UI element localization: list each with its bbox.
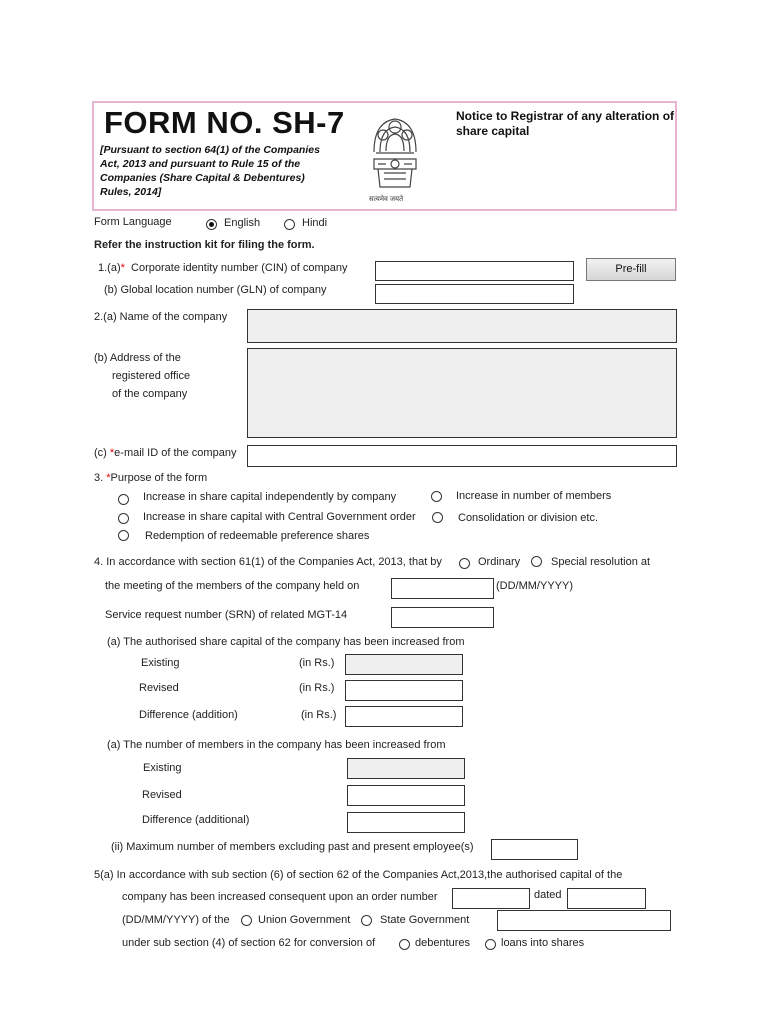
address-label-line3: of the company	[112, 388, 188, 400]
purpose-increase-members-label: Increase in number of members	[456, 490, 612, 502]
loans-into-shares-label: loans into shares	[501, 937, 585, 949]
purpose-consolidation-radio[interactable]	[432, 512, 443, 523]
members-title: (a) The number of members in the company has been increased from	[107, 739, 446, 751]
auth-difference-input[interactable]	[345, 706, 463, 727]
srn-input[interactable]	[391, 607, 494, 628]
cin-input[interactable]	[375, 261, 574, 281]
cin-label: 1.(a)* Corporate identity number (CIN) of company	[98, 262, 348, 274]
prefill-button[interactable]: Pre-fill	[586, 258, 676, 281]
union-government-label: Union Government	[258, 914, 351, 926]
auth-difference-unit: (in Rs.)	[301, 709, 337, 721]
purpose-govt-order-radio[interactable]	[118, 513, 129, 524]
company-name-label: 2.(a) Name of the company	[94, 311, 228, 323]
form-language-label: Form Language	[94, 216, 172, 228]
srn-label: Service request number (SRN) of related MGT-14	[105, 609, 348, 621]
gln-label: (b) Global location number (GLN) of company	[104, 284, 327, 296]
members-revised-label: Revised	[142, 789, 182, 801]
auth-difference-label: Difference (addition)	[139, 709, 238, 721]
members-existing-label: Existing	[143, 762, 182, 774]
form-header	[92, 101, 677, 211]
auth-existing-label: Existing	[141, 657, 180, 669]
auth-existing-input[interactable]	[345, 654, 463, 675]
members-difference-input[interactable]	[347, 812, 465, 833]
pursuant-text: [Pursuant to section 64(1) of the Companies Act, 2013 and pursuant to Rule 15 of the Companies (Share Capital & Debentures) Rules, 2014]	[100, 144, 320, 198]
purpose-consolidation-label: Consolidation or division etc.	[458, 512, 599, 524]
language-hindi-radio[interactable]	[284, 219, 295, 230]
language-english-radio[interactable]	[206, 219, 217, 230]
resolution-special-radio[interactable]	[531, 556, 542, 567]
max-members-label: (ii) Maximum number of members excluding past and present employee(s)	[111, 841, 474, 853]
resolution-special-label: Special resolution at	[551, 556, 651, 568]
auth-revised-label: Revised	[139, 682, 179, 694]
form-title: FORM NO. SH-7	[104, 105, 345, 140]
registered-office-address-input[interactable]	[247, 348, 677, 438]
meeting-date-input[interactable]	[391, 578, 494, 599]
q5-line3: (DD/MM/YYYY) of the	[122, 914, 230, 926]
state-government-label: State Government	[380, 914, 470, 926]
national-emblem-icon	[364, 107, 426, 207]
address-label-line2: registered office	[112, 370, 191, 382]
state-government-radio[interactable]	[361, 915, 372, 926]
purpose-increase-capital-label: Increase in share capital independently by company	[143, 491, 397, 503]
auth-capital-title: (a) The authorised share capital of the company has been increased from	[107, 636, 465, 648]
members-revised-input[interactable]	[347, 785, 465, 806]
purpose-label: 3. *Purpose of the form	[94, 472, 208, 484]
order-date-input[interactable]	[567, 888, 646, 909]
auth-revised-input[interactable]	[345, 680, 463, 701]
loans-into-shares-radio[interactable]	[485, 939, 496, 950]
resolution-ordinary-label: Ordinary	[478, 556, 521, 568]
max-members-input[interactable]	[491, 839, 578, 860]
debentures-label: debentures	[415, 937, 471, 949]
email-label: (c) *e-mail ID of the company	[94, 447, 237, 459]
purpose-increase-capital-radio[interactable]	[118, 494, 129, 505]
purpose-govt-order-label: Increase in share capital with Central Government order	[143, 511, 416, 523]
meeting-date-hint: (DD/MM/YYYY)	[496, 580, 573, 592]
government-name-input[interactable]	[497, 910, 671, 931]
q5-line2: company has been increased consequent upon an order number	[122, 891, 438, 903]
members-difference-label: Difference (additional)	[142, 814, 250, 826]
email-input[interactable]	[247, 445, 677, 467]
dated-label: dated	[534, 889, 562, 901]
meeting-label: the meeting of the members of the company held on	[105, 580, 360, 592]
q5-line4: under sub section (4) of section 62 for conversion of	[122, 937, 376, 949]
q5-line1: 5(a) In accordance with sub section (6) of section 62 of the Companies Act,2013,the authorised capital of the	[94, 869, 623, 881]
members-existing-input[interactable]	[347, 758, 465, 779]
union-government-radio[interactable]	[241, 915, 252, 926]
company-name-input[interactable]	[247, 309, 677, 343]
resolution-ordinary-radio[interactable]	[459, 558, 470, 569]
language-hindi-label: Hindi	[302, 217, 328, 229]
gln-input[interactable]	[375, 284, 574, 304]
notice-text: Notice to Registrar of any alteration of share capital	[456, 109, 675, 138]
purpose-redemption-radio[interactable]	[118, 530, 129, 541]
emblem-caption: सत्यमेव जयते	[369, 196, 404, 203]
instruction-text: Refer the instruction kit for filing the form.	[94, 239, 315, 251]
address-label-line1: (b) Address of the	[94, 352, 181, 364]
auth-existing-unit: (in Rs.)	[299, 657, 335, 669]
language-english-label: English	[224, 217, 261, 229]
purpose-increase-members-radio[interactable]	[431, 491, 442, 502]
auth-revised-unit: (in Rs.)	[299, 682, 335, 694]
q4-intro: 4. In accordance with section 61(1) of the Companies Act, 2013, that by	[94, 556, 442, 568]
debentures-radio[interactable]	[399, 939, 410, 950]
order-number-input[interactable]	[452, 888, 530, 909]
purpose-redemption-label: Redemption of redeemable preference shares	[145, 530, 370, 542]
